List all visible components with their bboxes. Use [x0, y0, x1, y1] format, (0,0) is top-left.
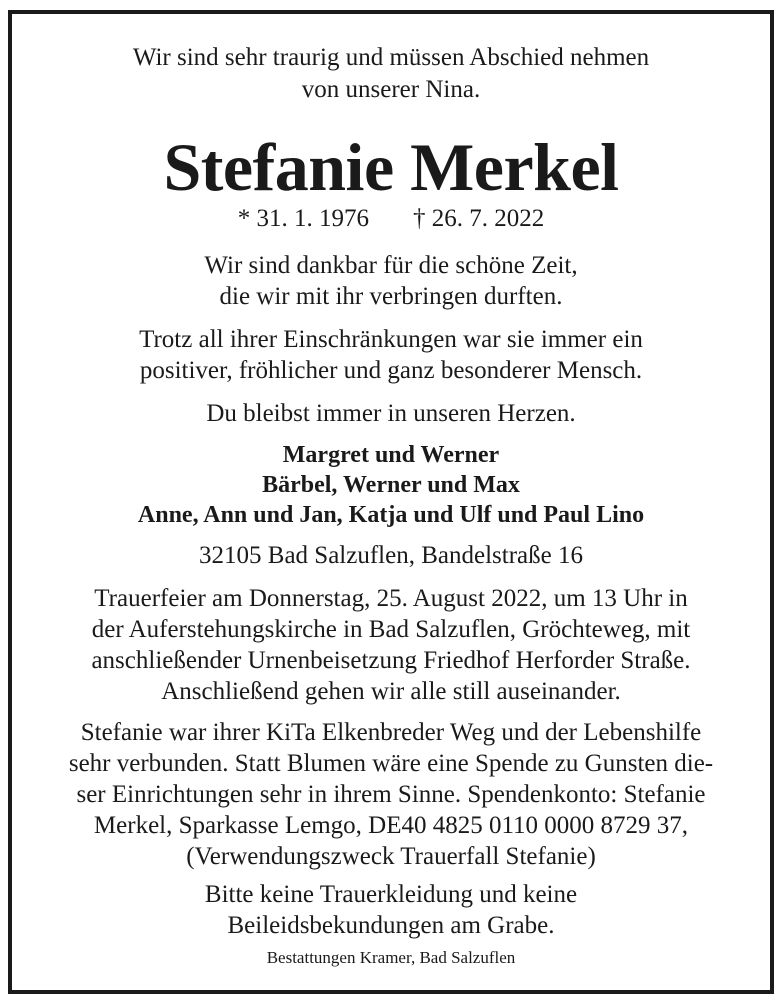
- service-line-2: der Auferstehungskirche in Bad Salzuflen, Gröchteweg, mit: [91, 616, 691, 643]
- life-dates: [12, 204, 770, 234]
- request-line-1: Bitte keine Trauerkleidung und keine: [204, 881, 578, 908]
- request-line-2: Beileidsbekundungen am Grabe.: [227, 912, 555, 939]
- deceased-name: Stefanie Merkel: [163, 129, 619, 205]
- gratitude-line-2: die wir mit ihr verbringen durften.: [219, 283, 563, 310]
- tribute-line-2: positiver, fröhlicher und ganz besonderer Mensch.: [139, 357, 643, 384]
- death-date: † 26. 7. 2022: [413, 205, 545, 232]
- service-line-3: anschließender Urnenbeisetzung Friedhof Herforder Straße.: [91, 647, 691, 674]
- intro-line-1: Wir sind sehr traurig und müssen Abschied nehmen: [132, 44, 650, 71]
- donation-line-3: ser Einrichtungen sehr in ihrem Sinne. Spendenkonto: Stefanie: [76, 781, 706, 808]
- gratitude-line-1: Wir sind dankbar für die schöne Zeit,: [204, 252, 578, 279]
- address-line: 32105 Bad Salzuflen, Bandelstraße 16: [199, 542, 583, 569]
- mourners-line-3: Anne, Ann und Jan, Katja und Ulf und Paul Lino: [137, 502, 645, 528]
- mourners-line-1: Margret und Werner: [282, 442, 500, 468]
- mourners-line-2: Bärbel, Werner und Max: [262, 472, 520, 498]
- obituary-frame: [8, 10, 774, 994]
- remembrance-line: Du bleibst immer in unseren Herzen.: [206, 400, 576, 427]
- donation-line-5: (Verwendungszweck Trauerfall Stefanie): [186, 843, 596, 870]
- service-line-4: Anschließend gehen wir alle still auseinander.: [161, 678, 621, 705]
- donation-line-2: sehr verbunden. Statt Blumen wäre eine Spende zu Gunsten die-: [68, 750, 714, 777]
- tribute-line-1: Trotz all ihrer Einschränkungen war sie immer ein: [139, 326, 643, 353]
- donation-line-1: Stefanie war ihrer KiTa Elkenbreder Weg und der Lebenshilfe: [80, 719, 702, 746]
- birth-date: * 31. 1. 1976: [237, 205, 369, 232]
- donation-line-4: Merkel, Sparkasse Lemgo, DE40 4825 0110 0000 8729 37,: [93, 812, 689, 839]
- intro-line-2: von unserer Nina.: [301, 76, 481, 103]
- undertaker-line: Bestattungen Kramer, Bad Salzuflen: [266, 948, 516, 967]
- service-line-1: Trauerfeier am Donnerstag, 25. August 2022, um 13 Uhr in: [94, 585, 688, 612]
